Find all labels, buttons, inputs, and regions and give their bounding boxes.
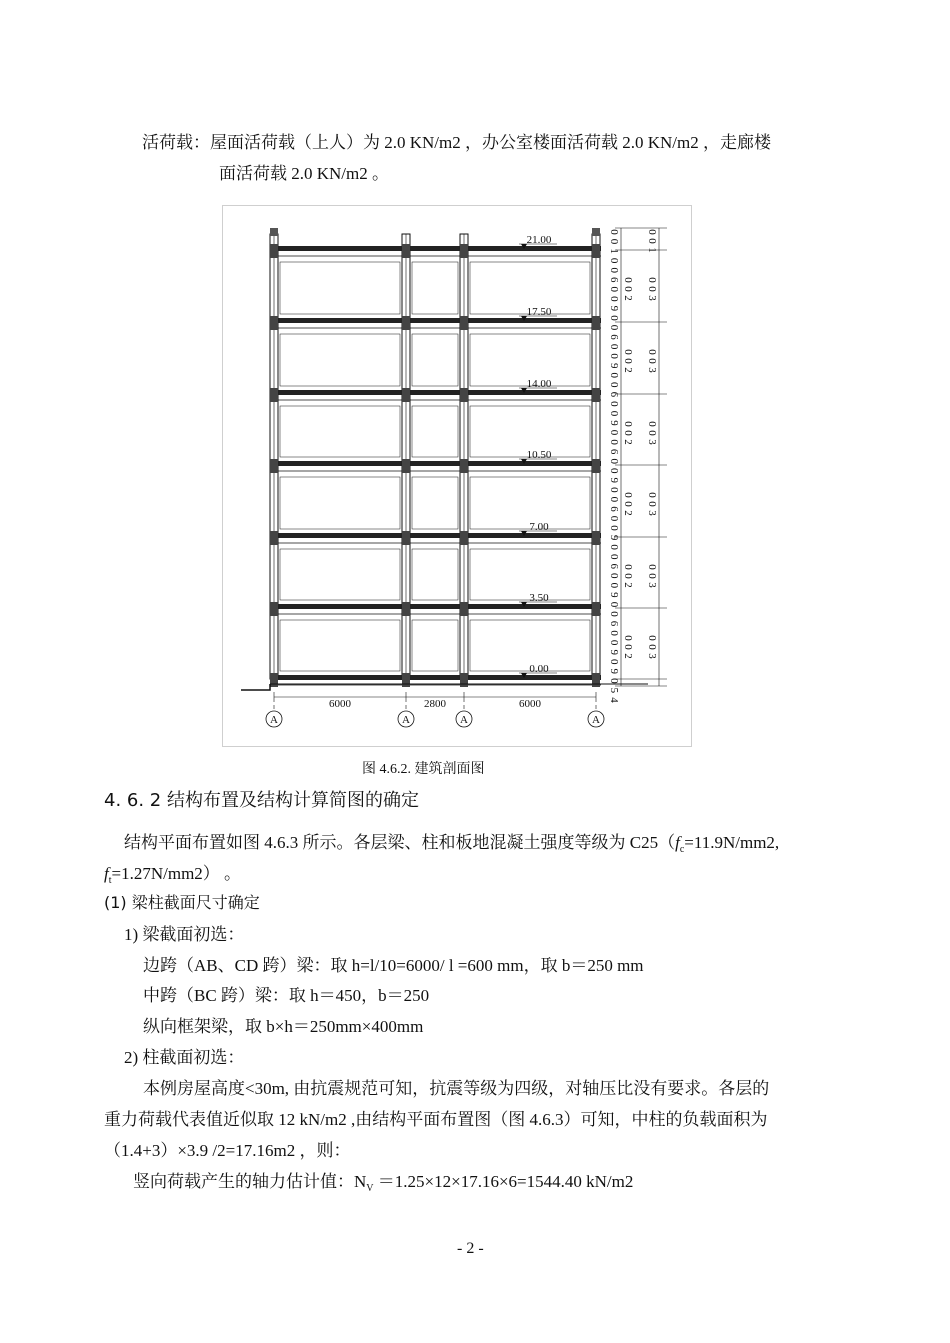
joint-6-1 — [402, 673, 410, 687]
dim-col1-digit-20: 9 — [608, 420, 620, 426]
joint-1-2 — [460, 316, 468, 330]
axis-label-2: A — [460, 714, 468, 726]
dim-col1-digit-7: 0 — [608, 296, 620, 302]
dim-col1-digit-43: 0 — [608, 639, 620, 646]
dim-col2-digit-2-2: 2 — [622, 439, 634, 445]
dim-col1-digit-38: 9 — [608, 592, 620, 598]
level-label-6: 0.00 — [529, 663, 549, 675]
column-para-1: 本例房屋高度<30m, 由抗震规范可知，抗震等级为四级，对轴压比没有要求。各层的 — [143, 1079, 770, 1098]
section-heading: 4. 6. 2 结构布置及结构计算简图的确定 — [104, 790, 419, 811]
bay-opening-5-1 — [412, 620, 458, 671]
joint-3-1 — [402, 459, 410, 473]
dim-col2-digit-4-0: 0 — [622, 564, 634, 570]
joint-4-0 — [270, 531, 278, 545]
span-label-2: 6000 — [519, 698, 541, 710]
axis-label-0: A — [270, 714, 278, 726]
joint-2-0 — [270, 388, 278, 402]
dim-col2-digit-1-2: 2 — [622, 367, 634, 373]
para-concrete-text: 结构平面布置如图 4.6.3 所示。各层梁、柱和板地混凝土强度等级为 C25（ — [124, 833, 676, 852]
joint-0-1 — [402, 244, 410, 258]
joint-3-2 — [460, 459, 468, 473]
dim-col1-digit-23: 6 — [608, 448, 620, 455]
column-para-3: （1.4+3）×3.9 /2=17.16m2 ，则： — [104, 1141, 351, 1160]
dim-col1-digit-40: 0 — [608, 611, 620, 617]
dim-col1-digit-19: 0 — [608, 410, 620, 417]
dim-col2-digit-0-0: 0 — [622, 277, 634, 283]
beam-longitudinal: 纵向框架梁，取 b×h＝250mm×400mm — [143, 1017, 424, 1036]
dim-col2-digit-3-0: 0 — [622, 492, 634, 498]
live-load-line-2: 面活荷载 2.0 KN/m2 。 — [219, 164, 389, 183]
dim-col1-digit-2: 1 — [608, 248, 620, 254]
dim-col2-digit-5-4: 0 — [646, 644, 658, 650]
dim-col2-digit-1-3: 0 — [646, 349, 658, 355]
dim-col1-digit-34: 0 — [608, 553, 620, 560]
dim-col2-digit-2-3: 0 — [646, 421, 658, 427]
bay-opening-3-0 — [280, 477, 400, 529]
beam-section-title: 1) 梁截面初选： — [124, 925, 245, 944]
parapet-3 — [592, 228, 600, 236]
dim-col2-top-digit-0: 0 — [646, 229, 658, 235]
bay-opening-1-0 — [280, 334, 400, 386]
joint-5-3 — [592, 602, 600, 616]
floor-slab-2 — [270, 390, 601, 395]
span-label-0: 6000 — [329, 698, 351, 710]
level-label-0: 21.00 — [526, 234, 552, 246]
ground-step — [241, 684, 270, 690]
dim-col1-digit-49: 4 — [608, 697, 620, 703]
column-section-title: 2) 柱截面初选： — [124, 1048, 245, 1067]
dim-col2-digit-3-2: 2 — [622, 510, 634, 516]
dim-col2-digit-2-4: 0 — [646, 430, 658, 436]
joint-5-2 — [460, 602, 468, 616]
dim-col1-digit-32: 9 — [608, 534, 620, 541]
dim-col1-digit-22: 0 — [608, 439, 620, 445]
dim-col2-digit-1-5: 3 — [646, 367, 658, 373]
column-para-2: 重力荷载代表值近似取 12 kN/m2 ,由结构平面布置图（图 4.6.3）可知，中柱的负载面积为 — [104, 1110, 768, 1129]
live-load-label: 活荷载： — [142, 133, 210, 152]
axis-label-3: A — [592, 714, 600, 726]
dim-col2-digit-4-2: 2 — [622, 582, 634, 588]
joint-1-3 — [592, 316, 600, 330]
dim-col1-digit-17: 6 — [608, 391, 620, 398]
dim-col2-digit-4-3: 0 — [646, 564, 658, 570]
section-drawing-figure — [222, 205, 692, 747]
dim-col1-digit-14: 9 — [608, 362, 620, 369]
dim-col1-digit-37: 0 — [608, 582, 620, 589]
ft-subscript: t — [108, 875, 112, 886]
bay-opening-1-1 — [412, 334, 458, 386]
dim-col1-digit-28: 0 — [608, 496, 620, 503]
dim-col1-digit-41: 6 — [608, 620, 620, 627]
bay-opening-2-1 — [412, 406, 458, 457]
dim-col1-digit-33: 0 — [608, 544, 620, 550]
dim-col2-digit-0-4: 0 — [646, 286, 658, 292]
dim-col1-digit-5: 6 — [608, 277, 620, 283]
dim-col1-digit-35: 6 — [608, 563, 620, 569]
joint-4-3 — [592, 531, 600, 545]
dim-col1-digit-13: 0 — [608, 353, 620, 359]
joint-0-0 — [270, 244, 278, 258]
dim-col1-digit-36: 0 — [608, 573, 620, 579]
level-label-3: 10.50 — [526, 449, 552, 461]
dim-col2-digit-0-5: 3 — [646, 295, 658, 301]
dim-col2-top-digit-1: 0 — [646, 238, 658, 244]
joint-2-3 — [592, 388, 600, 402]
joint-3-0 — [270, 459, 278, 473]
dim-col1-digit-8: 9 — [608, 305, 620, 312]
dim-col1-digit-15: 0 — [608, 372, 620, 378]
dim-col1-digit-27: 0 — [608, 487, 620, 493]
dim-col2-digit-5-2: 2 — [622, 653, 634, 659]
dim-col1-digit-46: 9 — [608, 668, 620, 675]
ft-symbol: f — [104, 864, 109, 883]
dim-col1-digit-18: 0 — [608, 401, 620, 407]
dim-col1-digit-44: 9 — [608, 649, 620, 655]
dim-col1-digit-16: 0 — [608, 382, 620, 388]
floor-slab-5 — [270, 604, 601, 609]
dim-col1-digit-48: 5 — [608, 687, 620, 694]
axial-force-line — [133, 1171, 633, 1200]
dim-col1-digit-30: 0 — [608, 515, 620, 522]
dim-col1-digit-21: 0 — [608, 429, 620, 436]
dim-col2-digit-1-0: 0 — [622, 349, 634, 355]
level-label-4: 7.00 — [529, 521, 549, 533]
floor-slab-4 — [270, 533, 601, 538]
joint-6-2 — [460, 673, 468, 687]
dim-col1-digit-29: 6 — [608, 506, 620, 512]
page-number: - 2 - — [457, 1240, 484, 1257]
dim-col2-digit-5-3: 0 — [646, 635, 658, 641]
joint-0-3 — [592, 244, 600, 258]
level-label-1: 17.50 — [526, 306, 552, 318]
dim-col2-digit-2-1: 0 — [622, 430, 634, 436]
dim-col1-digit-26: 9 — [608, 477, 620, 484]
beam-mid-span: 中跨（BC 跨）梁：取 h＝450，b＝250 — [143, 986, 430, 1005]
joint-6-3 — [592, 673, 600, 687]
para-concrete-grade — [124, 832, 779, 861]
fc-symbol: f — [675, 833, 680, 852]
dim-col2-top-digit-2: 1 — [646, 247, 658, 253]
span-label-1: 2800 — [424, 698, 446, 710]
dim-col1-digit-9: 0 — [608, 315, 620, 321]
dim-col1-digit-1: 0 — [608, 238, 620, 245]
bay-opening-3-1 — [412, 477, 458, 529]
floor-slab-6 — [270, 675, 601, 680]
dim-col2-digit-3-4: 0 — [646, 501, 658, 507]
dim-col1-digit-10: 0 — [608, 324, 620, 331]
dim-col2-digit-0-2: 2 — [622, 295, 634, 301]
axis-label-1: A — [402, 714, 410, 726]
ft-value: =1.27N/mm2） 。 — [111, 864, 242, 883]
para-ft — [104, 863, 241, 892]
dim-col2-digit-5-1: 0 — [622, 644, 634, 650]
dim-col1-digit-11: 6 — [608, 334, 620, 340]
joint-5-0 — [270, 602, 278, 616]
dim-col2-digit-0-1: 0 — [622, 286, 634, 292]
dim-col1-digit-24: 0 — [608, 458, 620, 464]
bay-opening-5-0 — [280, 620, 400, 671]
level-label-2: 14.00 — [526, 378, 552, 390]
figure-caption: 图 4.6.2. 建筑剖面图 — [362, 762, 485, 777]
dim-col2-digit-4-5: 3 — [646, 582, 658, 588]
joint-4-1 — [402, 531, 410, 545]
dim-col2-digit-4-1: 0 — [622, 573, 634, 579]
joint-0-2 — [460, 244, 468, 258]
bay-opening-4-1 — [412, 549, 458, 600]
axial-force-value: ＝1.25×12×17.16×6=1544.40 kN/m2 — [373, 1172, 634, 1191]
dim-col1-digit-31: 0 — [608, 525, 620, 531]
dim-col1-digit-3: 0 — [608, 257, 620, 264]
joint-1-0 — [270, 316, 278, 330]
dim-col1-digit-45: 0 — [608, 659, 620, 665]
nv-subscript: V — [366, 1183, 374, 1194]
dim-col1-digit-12: 0 — [608, 343, 620, 350]
floor-slab-1 — [270, 318, 601, 323]
joint-5-1 — [402, 602, 410, 616]
floor-slab-0 — [270, 246, 601, 251]
dim-col2-digit-2-0: 0 — [622, 421, 634, 427]
live-load-text-1: 屋面活荷载（上人）为 2.0 KN/m2 ，办公室楼面活荷载 2.0 KN/m2 ，走廊楼 — [210, 133, 771, 152]
dim-col1-digit-25: 0 — [608, 468, 620, 474]
dim-col2-digit-3-3: 0 — [646, 492, 658, 498]
fc-value: =11.9N/mm2, — [684, 833, 780, 852]
parapet-0 — [270, 228, 278, 236]
fc-subscript: c — [679, 844, 685, 855]
bay-opening-2-0 — [280, 406, 400, 457]
subsection-beam-column: (1) 梁柱截面尺寸确定 — [104, 893, 260, 912]
joint-3-3 — [592, 459, 600, 473]
dim-col2-digit-3-5: 3 — [646, 510, 658, 516]
beam-edge-span: 边跨（AB、CD 跨）梁：取 h=l/10=6000/ l =600 mm，取 b＝250 mm — [143, 956, 644, 975]
joint-2-2 — [460, 388, 468, 402]
floor-slab-3 — [270, 461, 601, 466]
joint-6-0 — [270, 673, 278, 687]
dim-col2-digit-0-3: 0 — [646, 277, 658, 283]
joint-2-1 — [402, 388, 410, 402]
joint-4-2 — [460, 531, 468, 545]
live-load-line-1 — [142, 132, 771, 154]
dim-col2-digit-1-1: 0 — [622, 358, 634, 364]
dim-col2-digit-2-5: 3 — [646, 439, 658, 445]
dim-col1-digit-4: 0 — [608, 267, 620, 273]
joint-1-1 — [402, 316, 410, 330]
dim-col2-digit-4-4: 0 — [646, 573, 658, 579]
level-label-5: 3.50 — [529, 592, 549, 604]
dim-col1-digit-39: 0 — [608, 601, 620, 608]
dim-col1-digit-0: 0 — [608, 229, 620, 235]
axial-force-text: 竖向荷载产生的轴力估计值：N — [133, 1172, 367, 1191]
dim-col1-digit-42: 0 — [608, 630, 620, 636]
bay-opening-0-0 — [280, 262, 400, 314]
building-section-drawing — [223, 206, 691, 746]
dim-col1-digit-47: 0 — [608, 678, 620, 684]
dim-col2-digit-5-5: 3 — [646, 653, 658, 659]
dim-col2-digit-3-1: 0 — [622, 501, 634, 507]
dim-col2-digit-1-4: 0 — [646, 358, 658, 364]
bay-opening-4-0 — [280, 549, 400, 600]
bay-opening-0-1 — [412, 262, 458, 314]
dim-col1-digit-6: 0 — [608, 286, 620, 293]
dim-col2-digit-5-0: 0 — [622, 635, 634, 641]
